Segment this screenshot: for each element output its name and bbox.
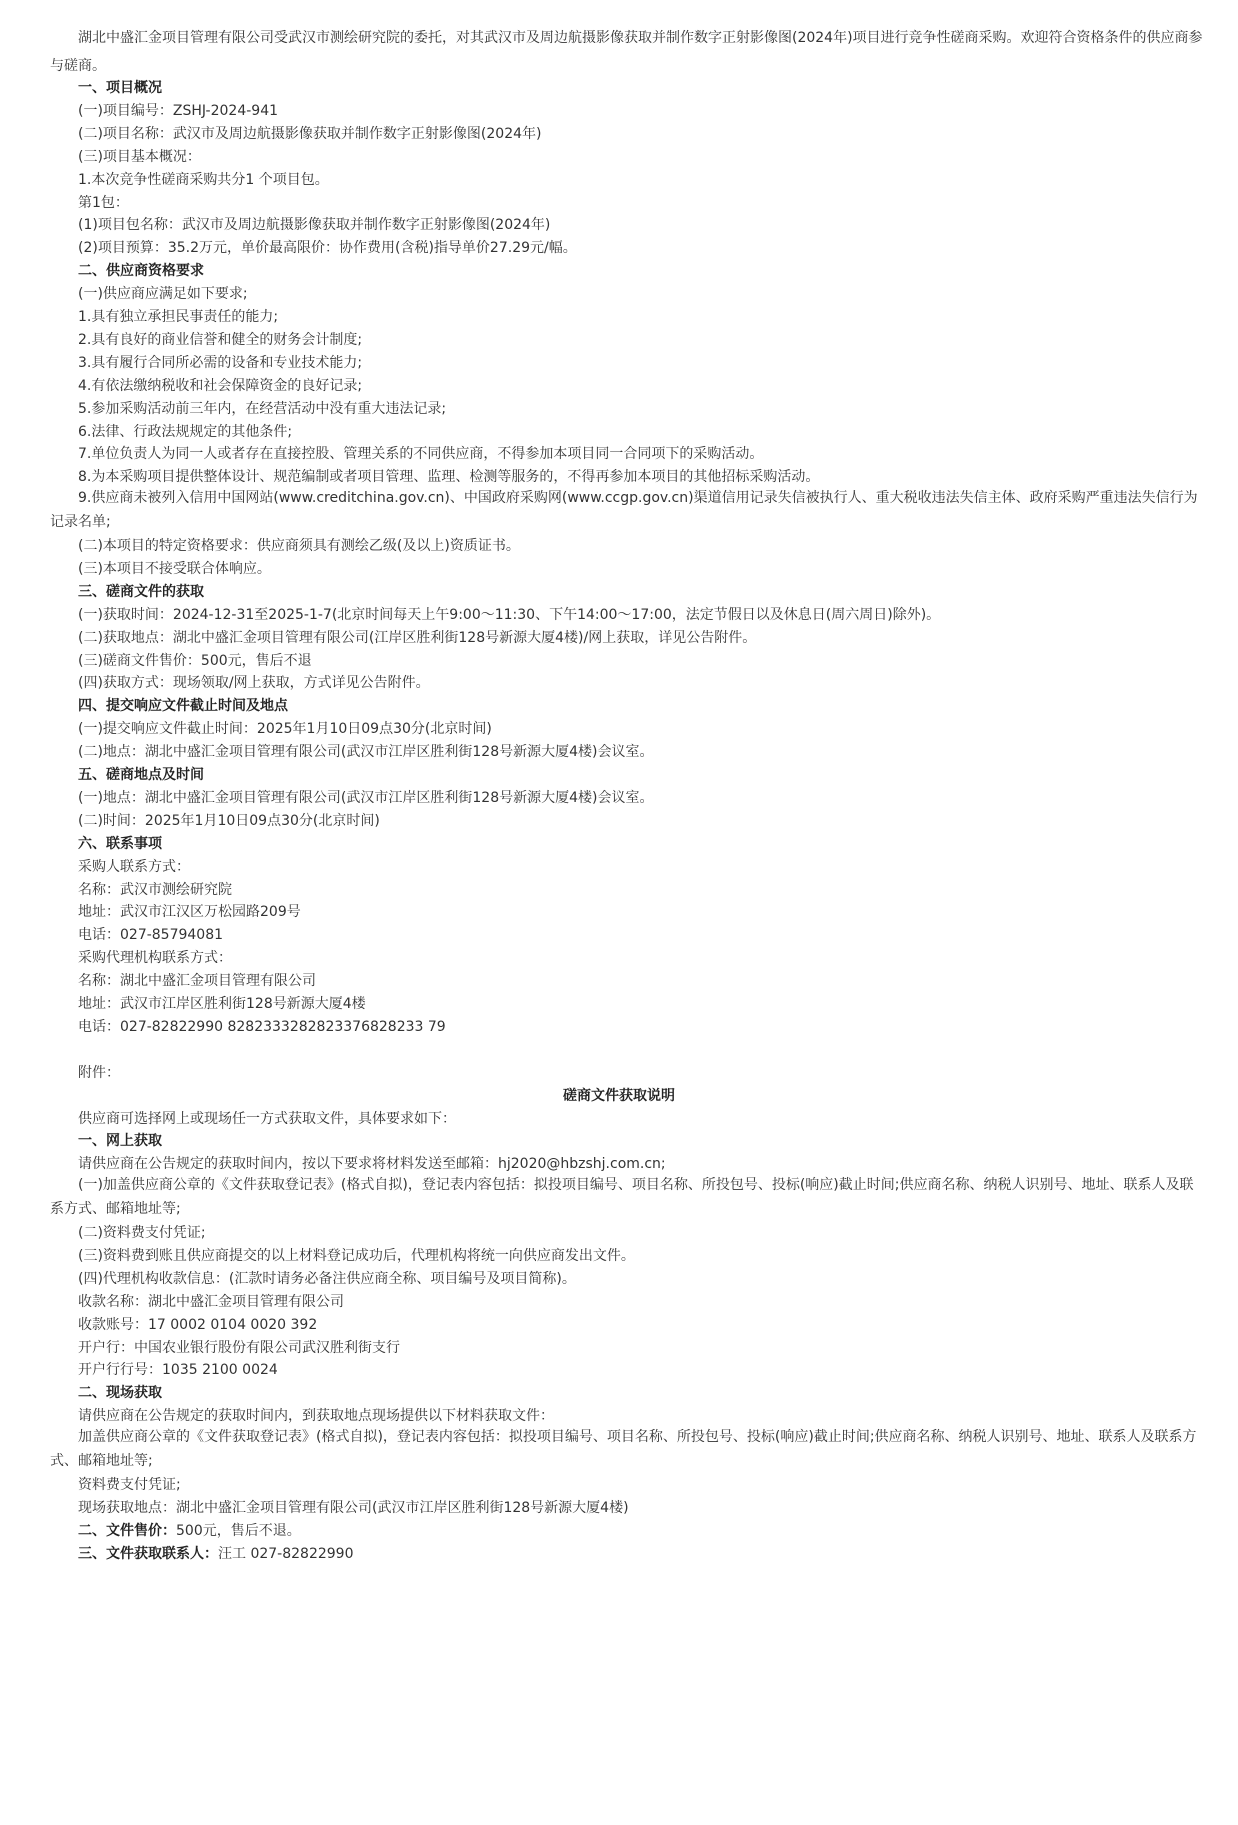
doc-line: 地址：武汉市江岸区胜利街128号新源大厦4楼 <box>78 996 366 1012</box>
line-label: 三、文件获取联系人： <box>78 1545 218 1562</box>
doc-line: 收款名称：湖北中盛汇金项目管理有限公司 <box>78 1293 344 1310</box>
doc-line: (二)本项目的特定资格要求：供应商须具有测绘乙级(及以上)资质证书。 <box>78 538 520 554</box>
doc-line: 7.单位负责人为同一人或者存在直接控股、管理关系的不同供应商，不得参加本项目同一合同项下的采购活动。 <box>78 446 764 463</box>
doc-line: 请供应商在公告规定的获取时间内，按以下要求将材料发送至邮箱：hj2020@hbzshj.com.cn; <box>78 1156 666 1173</box>
section-heading: 六、联系事项 <box>78 835 162 852</box>
doc-line: 附件： <box>78 1064 120 1081</box>
doc-line: (二)获取地点：湖北中盛汇金项目管理有限公司(江岸区胜利街128号新源大厦4楼)/网上获取，详见公告附件。 <box>78 629 757 646</box>
doc-line: (一)提交响应文件截止时间：2025年1月10日09点30分(北京时间) <box>78 721 492 738</box>
doc-paragraph: (一)加盖供应商公章的《文件获取登记表》(格式自拟)，登记表内容包括：拟投项目编号、项目名称、所投包号、投标(响应)截止时间;供应商名称、纳税人识别号、地址、联系人及联系方式、邮箱地址等; <box>50 1177 1194 1218</box>
doc-line: 开户行：中国农业银行股份有限公司武汉胜利街支行 <box>78 1339 400 1356</box>
doc-line: 供应商可选择网上或现场任一方式获取文件，具体要求如下： <box>78 1110 456 1127</box>
doc-line: (一)供应商应满足如下要求; <box>78 286 248 303</box>
doc-line: 3.具有履行合同所必需的设备和专业技术能力; <box>78 354 363 371</box>
doc-line: (三)项目基本概况： <box>78 148 201 165</box>
doc-line: (1)项目包名称：武汉市及周边航摄影像获取并制作数字正射影像图(2024年) <box>78 217 551 234</box>
doc-line: (一)地点：湖北中盛汇金项目管理有限公司(武汉市江岸区胜利街128号新源大厦4楼)会议室。 <box>78 789 654 806</box>
doc-line: 8.为本采购项目提供整体设计、规范编制或者项目管理、监理、检测等服务的，不得再参加本项目的其他招标采购活动。 <box>78 469 820 486</box>
doc-line <box>78 1521 301 1541</box>
doc-line: 1.具有独立承担民事责任的能力; <box>78 309 279 325</box>
doc-line: 4.有依法缴纳税收和社会保障资金的良好记录; <box>78 377 363 394</box>
section-heading: 一、项目概况 <box>78 80 162 96</box>
doc-line: (四)代理机构收款信息：(汇款时请务必备注供应商全称、项目编号及项目简称)。 <box>78 1270 576 1287</box>
doc-line: 5.参加采购活动前三年内，在经营活动中没有重大违法记录; <box>78 400 447 417</box>
doc-line: 6.法律、行政法规规定的其他条件; <box>78 423 293 440</box>
doc-line: 地址：武汉市江汉区万松园路209号 <box>78 904 301 921</box>
doc-line: (一)获取时间：2024-12-31至2025-1-7(北京时间每天上午9:00～11:30、下午14:00～17:00，法定节假日以及休息日(周六周日)除外)。 <box>78 606 941 623</box>
doc-line: (一)项目编号：ZSHJ-2024-941 <box>78 102 279 119</box>
doc-line: (三)资料费到账且供应商提交的以上材料登记成功后，代理机构将统一向供应商发出文件。 <box>78 1247 635 1264</box>
doc-line: (三)磋商文件售价：500元，售后不退 <box>78 652 312 669</box>
doc-line: 采购人联系方式： <box>78 858 190 875</box>
doc-line: 收款账号：17 0002 0104 0020 392 <box>78 1316 318 1333</box>
section-heading: 二、供应商资格要求 <box>78 263 204 280</box>
doc-line: 2.具有良好的商业信誉和健全的财务会计制度; <box>78 331 363 348</box>
intro-paragraph: 湖北中盛汇金项目管理有限公司受武汉市测绘研究院的委托，对其武汉市及周边航摄影像获取并制作数字正射影像图(2024年)项目进行竞争性磋商采购。欢迎符合资格条件的供应商参与磋商。 <box>50 30 1203 74</box>
section-heading: 四、提交响应文件截止时间及地点 <box>78 698 288 715</box>
doc-line: 现场获取地点：湖北中盛汇金项目管理有限公司(武汉市江岸区胜利街128号新源大厦4楼) <box>78 1499 629 1516</box>
doc-paragraph: 9.供应商未被列入信用中国网站(www.creditchina.gov.cn)、中国政府采购网(www.ccgp.gov.cn)渠道信用记录失信被执行人、重大税收违法失信主体、政府采购严重违法失信行为记录名单; <box>50 490 1198 531</box>
doc-line: 1.本次竞争性磋商采购共分1 个项目包。 <box>78 171 329 188</box>
doc-line: (二)时间：2025年1月10日09点30分(北京时间) <box>78 812 380 829</box>
doc-line: (三)本项目不接受联合体响应。 <box>78 560 271 577</box>
section-heading: 磋商文件获取说明 <box>563 1087 675 1104</box>
line-value: 500元，售后不退。 <box>176 1522 301 1539</box>
doc-line: 名称：湖北中盛汇金项目管理有限公司 <box>78 973 316 990</box>
section-heading: 五、磋商地点及时间 <box>78 767 204 783</box>
doc-line: 资料费支付凭证; <box>78 1476 181 1493</box>
line-value: 汪工 027-82822990 <box>218 1545 354 1562</box>
doc-line: 电话：027-85794081 <box>78 927 224 944</box>
section-heading: 三、磋商文件的获取 <box>78 583 204 600</box>
doc-line: 第1包： <box>78 194 129 211</box>
doc-line: 名称：武汉市测绘研究院 <box>78 881 232 898</box>
doc-line: 电话：027-82822990 8282333282823376828233 79 <box>78 1018 446 1035</box>
doc-line: 采购代理机构联系方式： <box>78 950 232 967</box>
doc-line <box>78 1544 353 1564</box>
doc-line: 请供应商在公告规定的获取时间内，到获取地点现场提供以下材料获取文件： <box>78 1408 554 1425</box>
doc-line: (2)项目预算：35.2万元，单价最高限价：协作费用(含税)指导单价27.29元/幅。 <box>78 240 577 257</box>
line-label: 二、文件售价： <box>78 1522 176 1539</box>
section-heading: 一、网上获取 <box>78 1133 162 1150</box>
doc-line: (二)项目名称：武汉市及周边航摄影像获取并制作数字正射影像图(2024年) <box>78 125 542 142</box>
doc-line: (四)获取方式：现场领取/网上获取，方式详见公告附件。 <box>78 675 430 692</box>
doc-line: (二)资料费支付凭证; <box>78 1225 206 1241</box>
doc-line: 开户行行号：1035 2100 0024 <box>78 1362 278 1379</box>
doc-paragraph: 加盖供应商公章的《文件获取登记表》(格式自拟)，登记表内容包括：拟投项目编号、项目名称、所投包号、投标(响应)截止时间;供应商名称、纳税人识别号、地址、联系人及联系方式、邮箱地址等; <box>50 1429 1197 1470</box>
section-heading: 二、现场获取 <box>78 1385 162 1402</box>
doc-line: (二)地点：湖北中盛汇金项目管理有限公司(武汉市江岸区胜利街128号新源大厦4楼)会议室。 <box>78 744 654 761</box>
